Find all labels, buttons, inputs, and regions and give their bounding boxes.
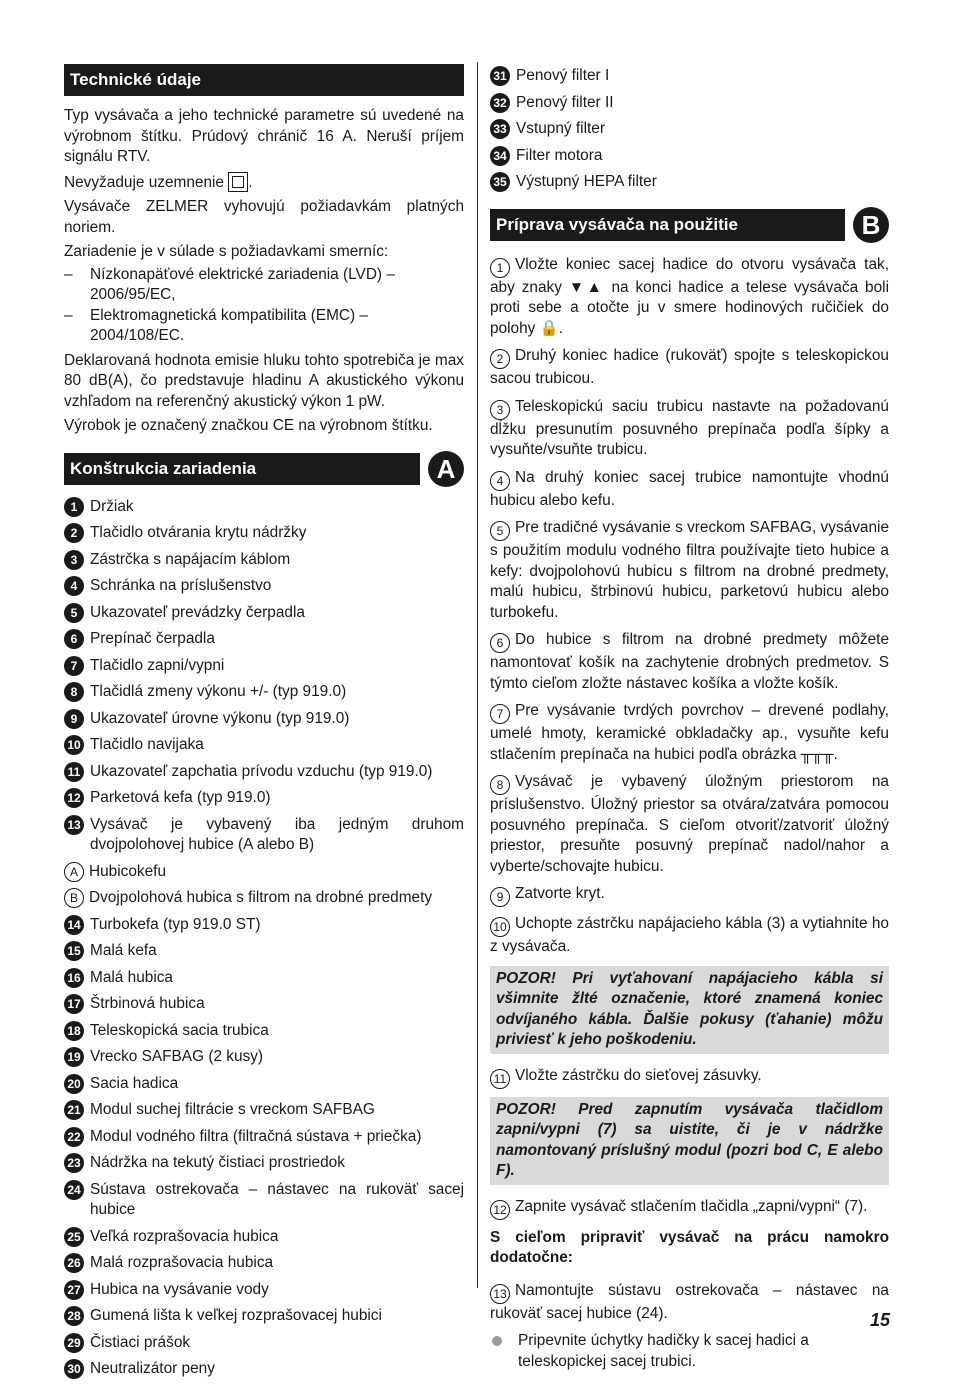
item-number-badge: 8 [64,682,84,702]
section-title-preparation: Príprava vysávača na použitie [490,209,845,241]
step-text: Pre tradičné vysávanie s vreckom SAFBAG, vysávanie s použitím modulu vodného filtra používajte tieto hubice a kefy: dvojpolohovú hubicu s filtrom na drobné predmety, malú hubicu, štrbinovú hubicu, parketovú hubicu alebo turbokefu. [490,519,889,621]
item-number-badge: 2 [64,523,84,543]
section-title-construction: Konštrukcia zariadenia [64,453,420,485]
section-title-technical: Technické údaje [64,64,464,96]
item-number-badge: 28 [64,1306,84,1326]
list-item [64,1127,464,1148]
page-number: 15 [869,1310,890,1330]
step-number: 6 [490,633,510,653]
step-number: 7 [490,704,510,724]
parts-list [64,497,464,1380]
item-number-badge: 23 [64,1153,84,1173]
list-item: – Elektromagnetická kompatibilita (EMC) – 2004/108/EC. [64,306,368,344]
item-label: Parketová kefa (typ 919.0) [90,789,271,806]
item-label: Filter motora [516,146,603,164]
step-item [490,884,889,907]
step-number: 5 [490,521,510,541]
list-item [64,941,464,962]
list-item [490,146,889,167]
item-number-badge: 32 [490,93,510,113]
list-item [64,1180,464,1221]
item-label: Tlačidlo zapni/vypni [90,656,225,674]
left-column [64,64,464,1386]
list-item [64,1047,464,1068]
section-badge: A [428,451,464,487]
item-number-badge: 24 [64,1180,84,1200]
paragraph: Výrobok je označený značkou CE na výrobnom štítku. [64,417,433,434]
item-number-badge: 35 [490,172,510,192]
list-item [490,172,889,193]
item-label: Výstupný HEPA filter [516,173,657,190]
list-item [64,1333,464,1354]
paragraph: Deklarovaná hodnota emisie hluku tohto spotrebiča je max 80 dB(A), čo predstavuje hladinu A akustického výkonu vzhľadom na referenčný akustický výkon 1 pW. [64,351,464,410]
paragraph: Typ vysávača a jeho technické parametre sú uvedené na výrobnom štítku. Prúdový chránič 16 A. Neruší príjem signálu RTV. [64,107,464,165]
item-label: Neutralizátor peny [90,1360,215,1377]
item-label: Hubica na vysávanie vody [90,1280,269,1298]
item-label: Penový filter I [516,67,610,84]
item-number-badge: 29 [64,1333,84,1353]
step-number: 2 [490,349,510,369]
item-number-badge: 34 [490,146,510,166]
step-text: Vysávač je vybavený úložným priestorom na príslušenstvo. Úložný priestor sa otvára/zatvára pomocou posuvného prepínača. S cieľom otvoriť/zatvoriť úložný priestor, presuňte posuvný prepínač nadol/nahor a vyberte/schovajte hubicu. [490,773,889,875]
item-label: Tlačidlo navijaka [90,736,204,753]
item-label: Veľká rozprašovacia hubica [90,1227,279,1245]
step-number: 3 [490,400,510,420]
item-number-badge: 20 [64,1074,84,1094]
list-item [64,497,464,518]
item-number-badge: 11 [64,762,84,782]
step-item: 13 Namontujte sústavu ostrekovača – nástavec na rukoväť sacej hubice (24). [490,1281,889,1322]
item-label: Turbokefa (typ 919.0 ST) [90,915,261,933]
step-text: Vložte koniec sacej hadice do otvoru vysávača tak, aby znaky ▼▲ na konci hadice a telese vysávača boli proti sebe a otočte ju v smere hodinových ručičiek do polohy 🔒. [490,255,889,337]
list-item [64,629,464,650]
step-number: 4 [490,471,510,491]
item-label: Modul suchej filtrácie s vreckom SAFBAG [90,1101,375,1118]
step-text: Uchopte zástrčku napájacieho kábla (3) a vytiahnite ho z vysávača. [490,915,889,955]
item-label: Malá rozprašovacia hubica [90,1254,274,1271]
section-badge: B [853,207,889,243]
list-item [64,1227,464,1248]
list-item [64,1021,464,1042]
item-number-badge: 10 [64,735,84,755]
step-text: Druhý koniec hadice (rukoväť) spojte s teleskopickou sacou trubicou. [490,347,889,387]
list-item [64,1074,464,1095]
warning-box: POZOR! Pri vyťahovaní napájacieho kábla si všimnite žlté označenie, ktoré znamená koniec odvíjaného kábla. Ďalšie pokusy (ťahanie) môžu priviesť k jeho poškodeniu. [490,966,889,1054]
list-item [490,66,889,87]
item-label: Prepínač čerpadla [90,630,215,647]
item-number-badge: 26 [64,1253,84,1273]
list-item [490,119,889,140]
step-item: 12 Zapnite vysávač stlačením tlačidla „zapni/vypni“ (7). [490,1197,889,1220]
list-item [64,576,464,597]
list-item [64,603,464,624]
step-item [490,772,889,877]
item-number-badge: A [64,862,84,882]
list-item [64,682,464,703]
step-text: Teleskopickú saciu trubicu nastavte na požadovanú dĺžku presunutím posuvného prepínača podľa šípky a vysuňte/vsuňte trubicu. [490,397,889,458]
item-label: Sústava ostrekovača – nástavec na rukoväť sacej hubice [90,1180,464,1218]
list-item [64,1253,464,1274]
bold-paragraph: S cieľom pripraviť vysávač na prácu namokro dodatočne: [490,1228,889,1266]
item-number-badge: 27 [64,1280,84,1300]
paragraph: Vysávače ZELMER vyhovujú požiadavkám platných noriem. [64,198,464,236]
item-label: Štrbinová hubica [90,995,205,1012]
list-item [64,523,464,544]
item-number-badge: 4 [64,576,84,596]
item-label: Vstupný filter [516,120,605,137]
bullet-icon [492,1336,502,1346]
list-item [64,788,464,809]
step-item [490,701,889,765]
item-number-badge: 12 [64,788,84,808]
item-label: Penový filter II [516,93,614,111]
step-text: Pre vysávanie tvrdých povrchov – drevené podlahy, umelé hmoty, keramické obkladačky ap., vysuňte kefu stlačením prepínača na hubici podľa obrázka ╥╥╥. [490,702,889,763]
item-label: Držiak [90,497,134,515]
item-label: Ukazovateľ úrovne výkonu (typ 919.0) [90,709,350,727]
item-number-badge: 5 [64,603,84,623]
list-item [64,968,464,989]
item-label: Nádržka na tekutý čistiaci prostriedok [90,1154,345,1171]
list-item [64,762,464,783]
column-divider [477,62,478,1288]
list-item [64,1359,464,1380]
item-number-badge: 9 [64,709,84,729]
section-header-preparation [490,207,889,243]
step-item: 11 Vložte zástrčku do sieťovej zásuvky. [490,1066,889,1089]
section-header-construction [64,451,464,487]
item-number-badge: 17 [64,994,84,1014]
list-item [64,815,464,856]
paragraph: Zariadenie je v súlade s požiadavkami smerníc: [64,243,389,260]
step-number: 10 [490,917,510,937]
item-label: Modul vodného filtra (filtračná sústava + priečka) [90,1127,422,1145]
item-number-badge: 21 [64,1100,84,1120]
list-item [64,1306,464,1327]
list-item [64,550,464,571]
item-number-badge: 7 [64,656,84,676]
item-label: Sacia hadica [90,1074,179,1092]
item-label: Hubicokefu [89,862,166,880]
item-number-badge: 19 [64,1047,84,1067]
item-number-badge: 31 [490,66,510,86]
item-label: Vrecko SAFBAG (2 kusy) [90,1048,264,1065]
parts-list-continued [490,66,889,193]
item-label: Schránka na príslušenstvo [90,577,272,594]
item-number-badge: 1 [64,497,84,517]
list-item [64,915,464,936]
item-number-badge: 25 [64,1227,84,1247]
step-text: Do hubice s filtrom na drobné predmety môžete namontovať košík na zachytenie drobných predmetov. S týmto cieľom zložte nástavec košíka a vložte košík. [490,631,889,692]
double-insulation-icon [228,172,248,192]
list-item [490,93,889,114]
list-item [64,994,464,1015]
item-label: Malá hubica [90,968,173,986]
list-item [64,862,464,883]
item-number-badge: 22 [64,1127,84,1147]
list-item [64,1153,464,1174]
item-number-badge: 16 [64,968,84,988]
list-item [64,656,464,677]
step-item [490,346,889,390]
paragraph-grounding: Nevyžaduje uzemnenie . [64,173,253,191]
warning-box: POZOR! Pred zapnutím vysávača tlačidlom zapni/vypni (7) sa uistite, či je v nádržke namontovaný príslušný modul (pozri bod C, E alebo F). [490,1097,889,1185]
step-number: 1 [490,258,510,278]
item-number-badge: 33 [490,119,510,139]
step-item [490,397,889,461]
step-item [490,255,889,340]
item-number-badge: 14 [64,915,84,935]
list-item: – Nízkonapäťové elektrické zariadenia (LVD) – 2006/95/EC, [64,265,395,303]
step-item [490,914,889,958]
item-label: Zástrčka s napájacím káblom [90,550,291,568]
steps-list [490,255,889,958]
item-label: Teleskopická sacia trubica [90,1021,269,1039]
item-label: Tlačidlo otvárania krytu nádržky [90,524,307,541]
item-label: Dvojpolohová hubica s filtrom na drobné predmety [89,889,433,906]
step-item [490,630,889,694]
list-item [64,735,464,756]
step-item [490,518,889,623]
list-item [64,709,464,730]
item-number-badge: 15 [64,941,84,961]
item-label: Vysávač je vybavený iba jedným druhom dvojpolohovej hubice (A alebo B) [90,815,464,853]
item-label: Malá kefa [90,942,157,959]
item-label: Ukazovateľ prevádzky čerpadla [90,603,305,621]
list-item [64,888,464,909]
right-column [490,64,889,1372]
item-number-badge: 3 [64,550,84,570]
step-number: 9 [490,887,510,907]
item-number-badge: 30 [64,1359,84,1379]
step-number: 8 [490,775,510,795]
item-label: Ukazovateľ zapchatia prívodu vzduchu (typ 919.0) [90,762,433,780]
item-label: Gumená lišta k veľkej rozprašovacej hubici [90,1307,382,1324]
step-item [490,468,889,512]
step-text: Zatvorte kryt. [515,885,605,902]
item-number-badge: 6 [64,629,84,649]
item-label: Čistiaci prášok [90,1333,191,1351]
list-item [64,1100,464,1121]
step-text: Na druhý koniec sacej trubice namontujte vhodnú hubicu alebo kefu. [490,468,889,509]
item-number-badge: 18 [64,1021,84,1041]
item-number-badge: B [64,888,84,908]
item-label: Tlačidlá zmeny výkonu +/- (typ 919.0) [90,683,347,700]
list-item [64,1280,464,1301]
bullet-item: Pripevnite úchytky hadičky k sacej hadici a teleskopickej sacej trubici. [490,1331,889,1372]
item-number-badge: 13 [64,815,84,835]
